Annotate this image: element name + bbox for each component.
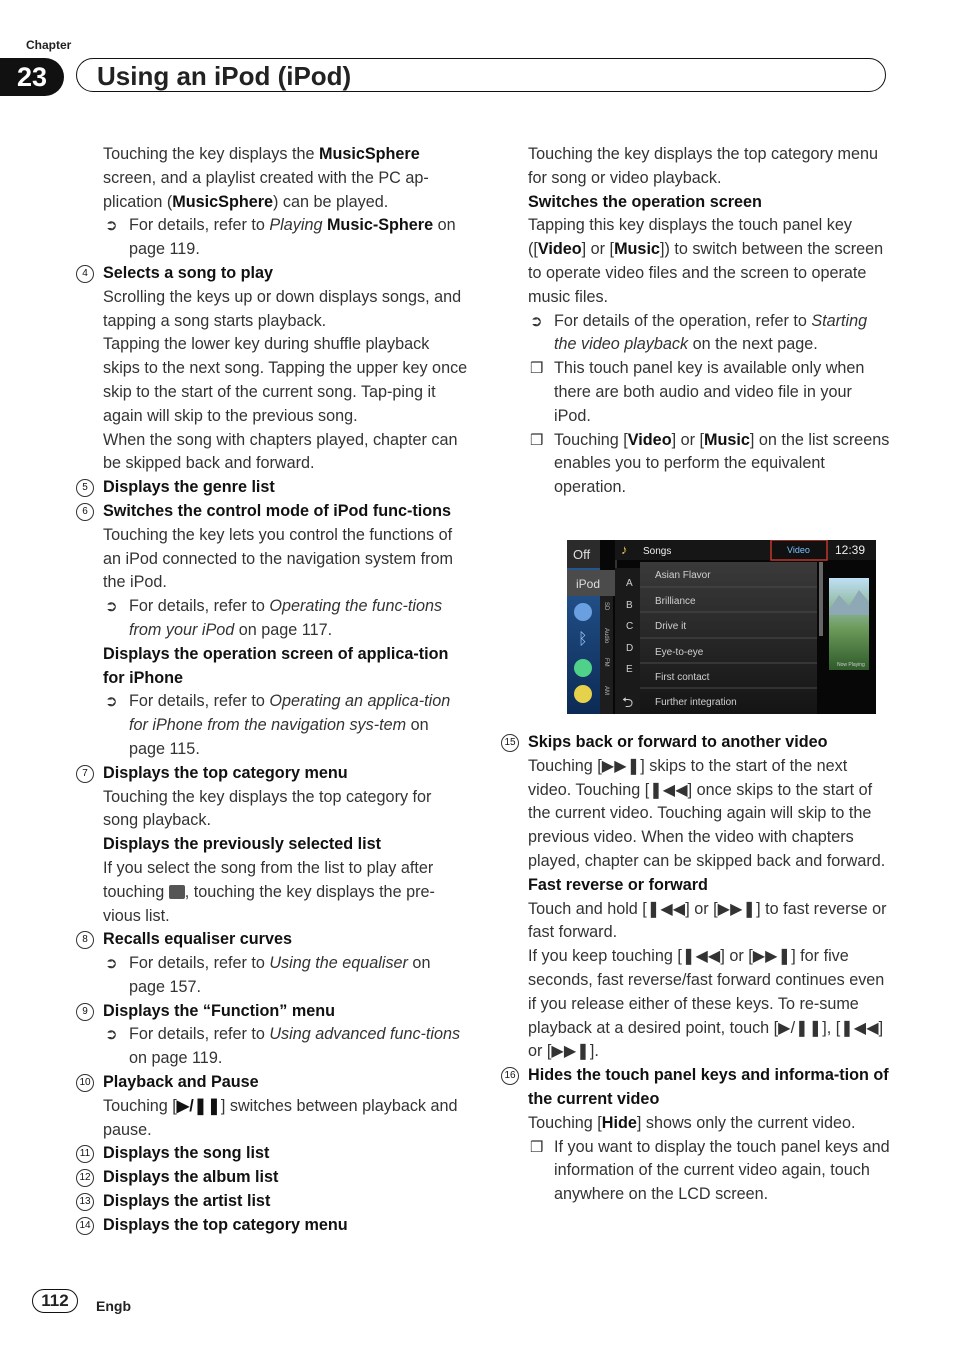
checkbox-icon: ❒: [530, 360, 544, 378]
source-label: Audio: [603, 628, 609, 644]
back-list-icon: [169, 885, 185, 899]
item-15-subheading: Fast reverse or forward: [528, 875, 708, 894]
item-7-subheading: Displays the previously selected list: [103, 835, 382, 854]
reference-note: ➲ For details, refer to Operating the func-tions from your iPod on page 117.: [105, 597, 443, 639]
ipod-source-button[interactable]: iPod: [576, 577, 601, 591]
arrow-icon: ➲: [105, 217, 118, 235]
song-item[interactable]: Brilliance: [655, 596, 696, 607]
letter-key[interactable]: C: [626, 621, 634, 632]
letter-key[interactable]: A: [626, 578, 633, 589]
item-6-heading: 6 Switches the control mode of iPod func-tions: [103, 500, 468, 524]
item-4-text: Tapping the lower key during shuffle playback skips to the next song. Tapping the upper key once skip to the start of the current song. Tap-ping it again will skip to the previous song.: [103, 335, 468, 425]
switch-heading: Switches the operation screen: [528, 192, 762, 211]
ipod-screen-svg: [567, 540, 876, 714]
item-11-heading: 11 Displays the song list: [103, 1142, 468, 1166]
item-6-subheading: Displays the operation screen of applica-tion for iPhone: [103, 644, 449, 687]
note: ❒ If you want to display the touch panel keys and information of the current video again, touch anywhere on the LCD screen.: [530, 1137, 890, 1204]
item-13-heading: 13 Displays the artist list: [103, 1190, 468, 1214]
letter-key[interactable]: D: [626, 643, 634, 654]
arrow-icon: ➲: [105, 1026, 118, 1044]
chapter-number: 23: [0, 58, 64, 96]
checkbox-icon: ❒: [530, 431, 544, 449]
intro-paragraph: Touching the key displays the MusicSphere screen, and a playlist created with the PC ap-plication (MusicSphere) can be played.: [103, 145, 429, 211]
navigation-icon[interactable]: [574, 685, 592, 703]
note: ❒ Touching [Video] or [Music] on the list screens enables you to perform the equivalent operation.: [530, 430, 890, 497]
sd-icon[interactable]: [574, 603, 592, 621]
item-7-heading: 7 Displays the top category menu: [103, 762, 468, 786]
item-4-text: When the song with chapters played, chapter can be skipped back and forward.: [103, 430, 458, 473]
switch-text: Tapping this key displays the touch panel key ([Video] or [Music]) to switch between the screen to operate video files and the screen to operate music files.: [528, 216, 884, 306]
now-playing-label: Now Playing: [837, 662, 865, 668]
arrow-icon: ➲: [105, 598, 118, 616]
song-item[interactable]: Further integration: [655, 697, 737, 708]
music-note-icon: ♪: [621, 542, 628, 557]
item-15-text: If you keep touching [❚◀◀] or [▶▶❚] for five seconds, fast reverse/fast forward continues even if you release either of these keys. To re-sume playback at a desired point, touch [▶/❚❚], [❚◀◀] or [▶▶❚].: [528, 947, 885, 1061]
song-item[interactable]: Eye-to-eye: [655, 647, 704, 658]
item-15-heading: 15 Skips back or forward to another video: [528, 731, 890, 755]
reference-note: ➲ For details, refer to Using the equaliser on page 157.: [105, 954, 431, 996]
right-column-top: [528, 143, 890, 500]
arrow-icon: ➲: [530, 312, 543, 330]
reference-note: ➲ For details, refer to Playing Music-Sphere on page 119.: [105, 216, 456, 259]
reference-note: ➲ For details of the operation, refer to Starting the video playback on the next page.: [530, 311, 868, 354]
item-7-text: Touching the key displays the top category for song playback.: [103, 787, 432, 830]
chapter-label: Chapter: [26, 38, 72, 52]
note: ❒ This touch panel key is available only when there are both audio and video file in your iPod.: [530, 359, 865, 425]
back-icon[interactable]: ⮌: [622, 694, 634, 710]
item-5-heading: 5 Displays the genre list: [103, 476, 468, 500]
right-column-bottom: [504, 731, 890, 1207]
bluetooth-icon[interactable]: ᛒ: [578, 629, 588, 648]
video-tab[interactable]: Video: [787, 545, 810, 555]
audio-icon[interactable]: [574, 659, 592, 677]
item-15-text: Touch and hold [❚◀◀] or [▶▶❚] to fast reverse or fast forward.: [528, 899, 887, 942]
item-10-text: Touching [▶/❚❚] switches between playback and pause.: [103, 1096, 458, 1139]
item-4-heading: 4 Selects a song to play: [103, 262, 468, 286]
top-category-text: Touching the key displays the top category menu for song or video playback.: [528, 145, 879, 187]
item-15-text: Touching [▶▶❚] skips to the start of the next video. Touching [❚◀◀] once skips to the start of the current video. Touching again will skip to the previous video. When the video with chapters played, chapter can be skipped back and forward.: [528, 756, 886, 870]
song-item[interactable]: Asian Flavor: [655, 570, 711, 581]
source-label: AM: [603, 686, 609, 695]
arrow-icon: ➲: [105, 955, 118, 973]
checkbox-icon: ❒: [530, 1138, 544, 1156]
letter-key[interactable]: E: [626, 664, 633, 675]
page-number: 112: [32, 1289, 78, 1313]
item-16-text: Touching [Hide] shows only the current video.: [528, 1113, 856, 1132]
item-6-text: Touching the key lets you control the functions of an iPod connected to the navigation system from the iPod.: [103, 525, 454, 592]
item-12-heading: 12 Displays the album list: [103, 1166, 468, 1190]
left-column: [79, 143, 468, 1238]
reference-note: ➲ For details, refer to Operating an applica-tion for iPhone from the navigation sys-tem on page 115.: [105, 692, 451, 758]
clock: 12:39: [835, 543, 866, 557]
page-title: Using an iPod (iPod): [76, 58, 886, 92]
item-10-heading: 10 Playback and Pause: [103, 1071, 468, 1095]
item-4-text: Scrolling the keys up or down displays songs, and tapping a song starts playback.: [103, 287, 462, 330]
letter-key[interactable]: B: [626, 600, 633, 611]
item-8-heading: 8 Recalls equaliser curves: [103, 928, 468, 952]
song-item[interactable]: First contact: [655, 672, 710, 683]
arrow-icon: ➲: [105, 693, 118, 711]
off-button[interactable]: Off: [573, 547, 591, 562]
item-9-heading: 9 Displays the “Function” menu: [103, 1000, 468, 1024]
source-label: FM: [603, 658, 609, 667]
song-item[interactable]: Drive it: [655, 621, 687, 632]
songs-header: Songs: [643, 546, 672, 557]
ipod-screen-image: [567, 540, 876, 714]
item-14-heading: 14 Displays the top category menu: [103, 1214, 468, 1238]
language-code: Engb: [96, 1298, 131, 1314]
source-label: SD: [603, 602, 609, 611]
item-16-heading: 16 Hides the touch panel keys and informa-tion of the current video: [528, 1064, 890, 1112]
reference-note: ➲ For details, refer to Using advanced func-tions on page 119.: [105, 1025, 461, 1068]
item-7-text: If you select the song from the list to play after touching , touching the key displays the pre-vious list.: [103, 858, 435, 925]
